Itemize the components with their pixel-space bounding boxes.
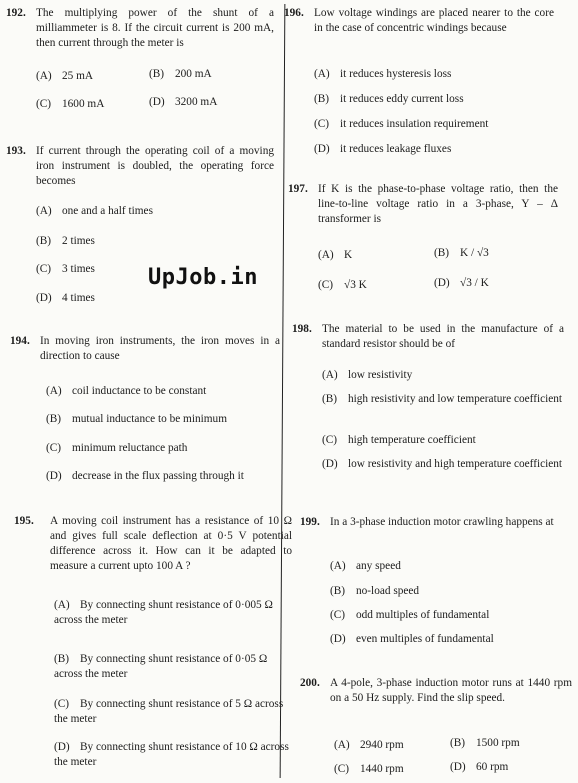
question-196 <box>284 6 554 156</box>
option-b[interactable] <box>46 412 227 427</box>
option-text: √3 K <box>344 279 367 291</box>
question-number: 195. <box>14 515 34 527</box>
option-text: it reduces eddy current loss <box>340 93 464 105</box>
option-d[interactable] <box>149 95 217 110</box>
option-text: 60 rpm <box>476 761 509 773</box>
question-193 <box>6 144 274 309</box>
option-label: (A) <box>330 560 346 572</box>
option-label: (D) <box>450 761 466 773</box>
question-stem: Low voltage windings are placed nearer to the core in the case of concentric windings because <box>314 7 554 34</box>
option-text: 1440 rpm <box>360 763 404 775</box>
option-text: low resistivity and high temperature coefficient <box>348 458 563 470</box>
option-d[interactable] <box>46 469 244 484</box>
option-text: it reduces hysteresis loss <box>340 68 452 80</box>
question-198 <box>292 322 564 492</box>
option-label: (C) <box>322 434 338 446</box>
option-a[interactable] <box>330 559 401 574</box>
question-stem: The multiplying power of the shunt of a milliammeter is 8. If the circuit current is 200 mA, then current through the meter is <box>36 7 274 49</box>
option-c[interactable] <box>334 762 404 777</box>
question-stem: A moving coil instrument has a resistance of 10 Ω and gives full scale deflection at 0·5 V potential difference across it. How can it be adapted to measure a current upto 100 A ? <box>50 515 292 572</box>
option-text: decrease in the flux passing through it <box>72 470 244 482</box>
question-stem: A 4-pole, 3-phase induction motor runs at 1440 rpm on a 50 Hz supply. Find the slip speed. <box>330 677 572 704</box>
option-text: By connecting shunt resistance of 10 Ω across the meter <box>54 741 289 768</box>
option-label: (D) <box>54 741 70 753</box>
option-text: 4 times <box>62 292 95 304</box>
option-a[interactable] <box>46 384 206 399</box>
option-label: (D) <box>322 458 338 470</box>
option-label: (C) <box>314 118 330 130</box>
option-text: high temperature coefficient <box>348 434 476 446</box>
option-label: (A) <box>322 369 338 381</box>
option-b[interactable] <box>149 67 212 82</box>
question-number: 193. <box>6 145 26 157</box>
option-text: it reduces leakage fluxes <box>340 143 452 155</box>
option-text: 3 times <box>62 263 95 275</box>
option-label: (A) <box>54 599 70 611</box>
option-d[interactable] <box>314 142 451 157</box>
option-a[interactable] <box>318 248 352 263</box>
option-d[interactable] <box>322 457 564 472</box>
option-label: (C) <box>54 698 70 710</box>
option-b[interactable] <box>36 234 95 249</box>
option-c[interactable] <box>46 441 187 456</box>
option-label: (B) <box>322 393 338 405</box>
option-b[interactable] <box>314 92 464 107</box>
option-text: 2940 rpm <box>360 739 404 751</box>
option-label: (B) <box>54 653 70 665</box>
option-label: (A) <box>36 70 52 82</box>
option-c[interactable] <box>36 97 104 112</box>
option-a[interactable] <box>54 598 292 628</box>
option-text: minimum reluctance path <box>72 442 188 454</box>
option-b[interactable] <box>54 652 292 682</box>
option-label: (D) <box>434 277 450 289</box>
option-text: any speed <box>356 560 401 572</box>
option-label: (D) <box>314 143 330 155</box>
question-195 <box>14 514 292 779</box>
option-label: (A) <box>314 68 330 80</box>
option-a[interactable] <box>36 69 93 84</box>
question-number: 196. <box>284 7 304 19</box>
option-text: K / √3 <box>460 247 489 259</box>
option-d[interactable] <box>450 760 508 775</box>
question-200 <box>300 676 572 780</box>
option-c[interactable] <box>330 608 489 623</box>
option-text: 2 times <box>62 235 95 247</box>
option-label: (D) <box>46 470 62 482</box>
question-stem: In moving iron instruments, the iron moves in a direction to cause <box>40 335 280 362</box>
option-label: (B) <box>330 585 346 597</box>
option-label: (B) <box>434 247 450 259</box>
question-stem: In a 3-phase induction motor crawling happens at <box>330 516 554 528</box>
option-a[interactable] <box>322 368 412 383</box>
option-a[interactable] <box>334 738 404 753</box>
question-number: 200. <box>300 677 320 689</box>
option-label: (C) <box>330 609 346 621</box>
option-label: (C) <box>36 98 52 110</box>
option-label: (C) <box>36 263 52 275</box>
question-stem: If current through the operating coil of a moving iron instrument is doubled, the operating force becomes <box>36 145 274 187</box>
question-197 <box>288 182 558 300</box>
option-text: √3 / K <box>460 277 489 289</box>
option-text: mutual inductance to be minimum <box>72 413 227 425</box>
option-b[interactable] <box>450 736 520 751</box>
option-text: 3200 mA <box>175 96 218 108</box>
option-label: (B) <box>46 413 62 425</box>
question-stem: The material to be used in the manufacture of a standard resistor should be of <box>322 323 564 350</box>
option-label: (B) <box>450 737 466 749</box>
option-d[interactable] <box>54 740 292 770</box>
option-d[interactable] <box>434 276 489 291</box>
watermark: UpJob.in <box>148 265 258 290</box>
option-c[interactable] <box>318 278 367 293</box>
option-d[interactable] <box>36 291 95 306</box>
option-text: one and a half times <box>62 205 153 217</box>
option-text: K <box>344 249 353 261</box>
question-number: 199. <box>300 516 320 528</box>
option-text: coil inductance to be constant <box>72 385 207 397</box>
option-text: 25 mA <box>62 70 94 82</box>
option-a[interactable] <box>314 67 451 82</box>
question-number: 192. <box>6 7 26 19</box>
option-label: (A) <box>334 739 350 751</box>
option-text: 1600 mA <box>62 98 105 110</box>
option-c[interactable] <box>54 697 292 727</box>
option-label: (C) <box>46 442 62 454</box>
option-text: 200 mA <box>175 68 212 80</box>
option-text: odd multiples of fundamental <box>356 609 490 621</box>
option-d[interactable] <box>330 632 494 647</box>
question-192 <box>6 6 274 114</box>
option-label: (B) <box>149 68 165 80</box>
question-number: 194. <box>10 335 30 347</box>
option-label: (C) <box>334 763 350 775</box>
question-number: 197. <box>288 183 308 195</box>
option-label: (A) <box>46 385 62 397</box>
option-label: (A) <box>318 249 334 261</box>
option-text: high resistivity and low temperature coefficient <box>348 393 563 405</box>
option-text: 1500 rpm <box>476 737 520 749</box>
option-text: no-load speed <box>356 585 420 597</box>
option-b[interactable] <box>434 246 489 261</box>
option-b[interactable] <box>330 584 419 599</box>
option-text: By connecting shunt resistance of 0·005 Ω across the meter <box>54 599 273 626</box>
option-label: (C) <box>318 279 334 291</box>
option-b[interactable] <box>322 392 564 407</box>
option-c[interactable] <box>314 117 488 132</box>
option-label: (B) <box>36 235 52 247</box>
option-c[interactable] <box>322 433 476 448</box>
option-text: it reduces insulation requirement <box>340 118 489 130</box>
option-label: (D) <box>36 292 52 304</box>
option-a[interactable] <box>36 204 153 219</box>
question-stem: If K is the phase-to-phase voltage ratio, then the line-to-line voltage ratio in a 3-phase, Y – Δ transformer is <box>318 183 558 225</box>
question-number: 198. <box>292 323 312 335</box>
question-194 <box>10 334 280 490</box>
question-199 <box>300 515 566 650</box>
option-label: (D) <box>149 96 165 108</box>
option-label: (D) <box>330 633 346 645</box>
option-label: (B) <box>314 93 330 105</box>
option-label: (A) <box>36 205 52 217</box>
option-text: By connecting shunt resistance of 0·05 Ω across the meter <box>54 653 268 680</box>
option-text: By connecting shunt resistance of 5 Ω across the meter <box>54 698 284 725</box>
option-c[interactable] <box>36 262 95 277</box>
option-text: even multiples of fundamental <box>356 633 494 645</box>
option-text: low resistivity <box>348 369 413 381</box>
